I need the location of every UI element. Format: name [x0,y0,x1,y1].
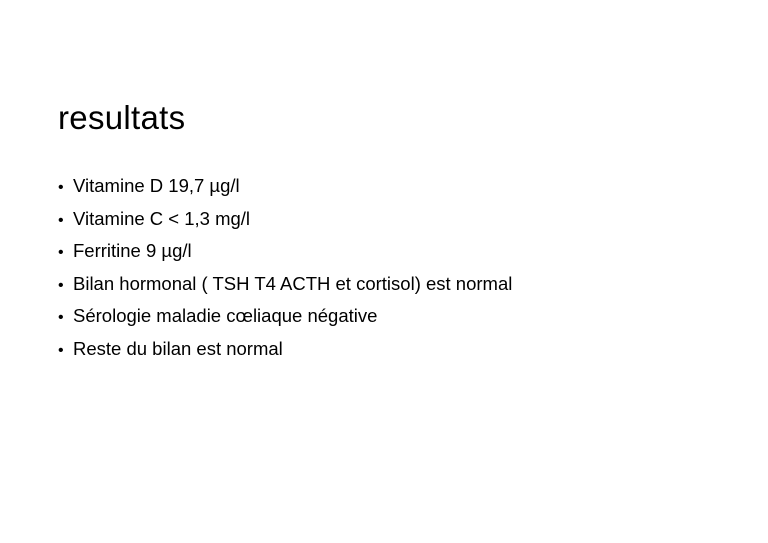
bullet-list [58,170,512,365]
list-item-text: Vitamine C < 1,3 mg/l [73,207,251,229]
list-item-text: Reste du bilan est normal [73,337,283,359]
bullet-icon: • [58,179,64,196]
bullet-icon: • [58,309,64,326]
list-item [58,300,512,333]
bullet-icon: • [58,211,64,229]
bullet-icon: • [58,244,64,261]
bullet-icon: • [58,341,64,359]
list-item [58,235,512,268]
slide-title: resultats [58,99,186,136]
list-item [58,268,512,301]
list-item [58,170,512,203]
list-item-text: Ferritine 9 µg/l [73,240,192,261]
bullet-icon: • [58,276,64,294]
list-item [58,203,512,236]
list-item [58,333,512,366]
list-item-text: Vitamine D 19,7 µg/l [73,175,240,196]
list-item-text: Bilan hormonal ( TSH T4 ACTH et cortisol) est normal [73,272,513,294]
list-item-text: Sérologie maladie cœliaque négative [73,305,378,326]
